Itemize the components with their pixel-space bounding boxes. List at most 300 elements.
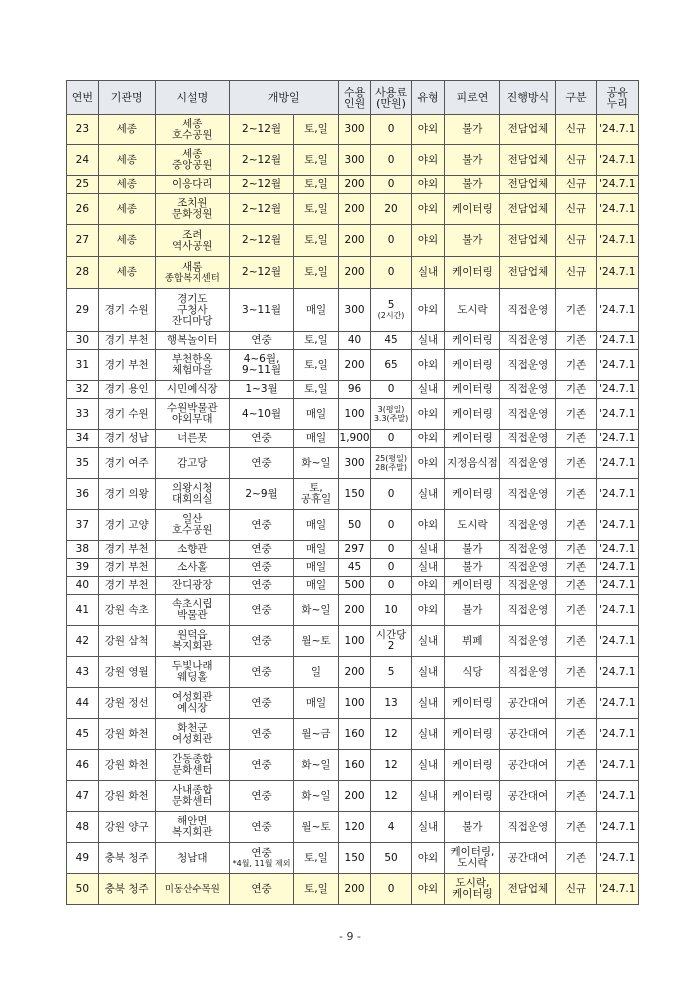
cell-no: 35: [67, 448, 99, 479]
table-row: [67, 257, 639, 289]
table-row: [67, 430, 639, 448]
cell-days: [294, 559, 338, 577]
cell-type: 실내: [411, 750, 445, 781]
cell-line: 종합복지센터: [164, 272, 220, 284]
cell-reception: [445, 541, 500, 559]
cell-share: '24.7.1: [596, 257, 638, 289]
cell-line: 화~일: [301, 789, 331, 802]
cell-method: 직접운영: [500, 289, 556, 332]
cell-facility: [155, 577, 229, 595]
cell-method: 전담업체: [500, 194, 556, 225]
cell-line: 부천한옥: [171, 353, 213, 365]
cell-fee: [371, 874, 411, 905]
cell-line: 문화센터: [171, 764, 213, 776]
cell-line: 개방일: [267, 91, 300, 104]
cell-line: 시간당: [375, 629, 407, 641]
cell-line: 13: [384, 696, 398, 709]
cell-line: 연중: [251, 789, 272, 802]
cell-line: 일산: [182, 513, 203, 525]
cell-org: 경기 수원: [98, 289, 155, 332]
cell-fee: [371, 595, 411, 626]
cell-days: [294, 510, 338, 541]
cell-category: 기존: [556, 289, 596, 332]
cell-no: 23: [67, 115, 99, 145]
cell-line: 토,일: [304, 234, 328, 246]
cell-line: 0: [387, 882, 395, 895]
cell-line: 케이터링: [452, 696, 493, 709]
cell-days: [294, 145, 338, 176]
cell-facility: [155, 350, 229, 381]
cell-period: [229, 595, 293, 626]
cell-line: 토,일: [304, 123, 328, 135]
cell-fee: [371, 257, 411, 289]
cell-line: 0: [387, 543, 395, 555]
cell-line: 연중: [251, 665, 272, 678]
cell-category: 기존: [556, 430, 596, 448]
cell-share: '24.7.1: [596, 115, 638, 145]
cell-share: '24.7.1: [596, 812, 638, 843]
cell-no: 46: [67, 750, 99, 781]
cell-days: [294, 541, 338, 559]
cell-facility: [155, 559, 229, 577]
cell-facility: [155, 750, 229, 781]
cell-type: 야외: [411, 430, 445, 448]
cell-line: 0: [387, 383, 395, 395]
cell-no: 29: [67, 289, 99, 332]
cell-org: 경기 부천: [98, 350, 155, 381]
cell-line: 월~토: [301, 820, 331, 833]
cell-capacity: 300: [338, 115, 371, 145]
cell-reception: [445, 289, 500, 332]
cell-method: 전담업체: [500, 225, 556, 257]
cell-line: 중앙공원: [171, 159, 213, 171]
cell-line: 여성회관: [171, 691, 213, 703]
cell-period: [229, 781, 293, 812]
cell-org: 경기 여주: [98, 448, 155, 479]
cell-fee: [371, 225, 411, 257]
cell-share: '24.7.1: [596, 874, 638, 905]
cell-line: 매일: [305, 407, 327, 420]
cell-period: [229, 194, 293, 225]
cell-line: 새롬: [182, 260, 203, 273]
cell-line: 연중: [251, 882, 272, 895]
cell-line: 0: [387, 153, 395, 166]
table-row: [67, 381, 639, 399]
cell-line: 0: [387, 266, 395, 278]
cell-line: 5: [387, 299, 395, 311]
cell-facility: [155, 510, 229, 541]
cell-type: 실내: [411, 332, 445, 350]
cell-line: 사용료: [375, 85, 407, 99]
cell-line: 케이터링: [452, 407, 493, 420]
cell-line: 잔디광장: [171, 579, 213, 591]
cell-line: 역사공원: [171, 239, 213, 252]
cell-reception: [445, 257, 500, 289]
cell-line: 복지회관: [171, 826, 213, 838]
cell-no: 40: [67, 577, 99, 595]
cell-type: 야외: [411, 448, 445, 479]
cell-line: 연번: [71, 91, 93, 104]
cell-category: 기존: [556, 332, 596, 350]
cell-method: 직접운영: [500, 381, 556, 399]
cell-reception: [445, 874, 500, 905]
cell-no: 43: [67, 657, 99, 688]
cell-line: 28(주말): [375, 463, 407, 472]
cell-method: 전담업체: [500, 176, 556, 194]
cell-line: 4~6월,: [243, 353, 280, 365]
cell-line: 케이터링: [452, 266, 493, 278]
cell-line: 케이터링: [452, 358, 493, 371]
cell-line: 4: [387, 820, 395, 833]
cell-no: 39: [67, 559, 99, 577]
cell-line: 불가: [462, 603, 483, 616]
cell-no: 45: [67, 719, 99, 750]
cell-facility: [155, 874, 229, 905]
cell-fee: [371, 332, 411, 350]
table-row: [67, 812, 639, 843]
cell-facility: [155, 595, 229, 626]
cell-line: 매일: [305, 432, 327, 444]
cell-line: 도시락: [457, 857, 488, 869]
cell-share: '24.7.1: [596, 399, 638, 430]
cell-days: [294, 843, 338, 874]
cell-org: 경기 의왕: [98, 479, 155, 510]
cell-period: [229, 381, 293, 399]
cell-share: '24.7.1: [596, 194, 638, 225]
cell-line: 소향관: [177, 543, 208, 555]
cell-category: 기존: [556, 577, 596, 595]
cell-line: *4월, 11월 제외: [232, 859, 291, 868]
cell-days: [294, 750, 338, 781]
cell-share: '24.7.1: [596, 595, 638, 626]
cell-share: '24.7.1: [596, 448, 638, 479]
cell-no: 32: [67, 381, 99, 399]
cell-line: 0: [387, 432, 395, 444]
cell-reception: [445, 750, 500, 781]
cell-line: 화천군: [177, 722, 208, 734]
cell-share: '24.7.1: [596, 719, 638, 750]
cell-days: [294, 577, 338, 595]
cell-line: 케이터링: [452, 888, 493, 900]
cell-reception: [445, 225, 500, 257]
cell-type: 실내: [411, 657, 445, 688]
cell-method: 전담업체: [500, 874, 556, 905]
cell-no: 38: [67, 541, 99, 559]
cell-facility: [155, 657, 229, 688]
cell-category: 신규: [556, 115, 596, 145]
cell-reception: [445, 115, 500, 145]
cell-days: [294, 332, 338, 350]
cell-category: 기존: [556, 510, 596, 541]
cell-line: 0: [387, 178, 395, 190]
cell-no: 33: [67, 399, 99, 430]
cell-share: '24.7.1: [596, 559, 638, 577]
cell-line: 0: [387, 518, 395, 531]
table-row: [67, 688, 639, 719]
cell-capacity: 160: [338, 750, 371, 781]
cell-line: 문화정원: [171, 208, 213, 220]
cell-facility: [155, 843, 229, 874]
cell-type: 실내: [411, 812, 445, 843]
cell-method: 직접운영: [500, 559, 556, 577]
header-fee: [371, 81, 411, 115]
cell-line: 매일: [305, 579, 327, 591]
cell-line: 세종: [182, 148, 203, 160]
cell-days: [294, 399, 338, 430]
header-org: [98, 81, 155, 115]
cell-capacity: 100: [338, 688, 371, 719]
cell-org: 강원 삼척: [98, 626, 155, 657]
cell-line: 누리: [606, 96, 628, 110]
cell-line: 3(평일): [377, 405, 405, 414]
cell-line: 연중: [251, 603, 272, 616]
cell-line: 문화센터: [171, 795, 213, 807]
cell-no: 42: [67, 626, 99, 657]
cell-capacity: 40: [338, 332, 371, 350]
cell-line: 케이터링: [452, 579, 493, 591]
cell-org: 세종: [98, 145, 155, 176]
cell-line: 1~3월: [245, 383, 278, 395]
cell-org: 경기 부천: [98, 541, 155, 559]
cell-line: 월~금: [301, 727, 331, 740]
cell-org: 세종: [98, 194, 155, 225]
cell-days: [294, 350, 338, 381]
cell-org: 강원 양구: [98, 812, 155, 843]
cell-type: 야외: [411, 399, 445, 430]
cell-line: 케이터링: [452, 383, 493, 395]
table-row: [67, 115, 639, 145]
cell-line: 불가: [462, 820, 483, 833]
cell-line: 청남대: [177, 851, 208, 864]
cell-org: 세종: [98, 225, 155, 257]
cell-period: [229, 399, 293, 430]
cell-days: [294, 194, 338, 225]
cell-category: 기존: [556, 559, 596, 577]
cell-fee: [371, 194, 411, 225]
cell-period: [229, 350, 293, 381]
cell-facility: [155, 289, 229, 332]
cell-period: [229, 448, 293, 479]
cell-capacity: 100: [338, 399, 371, 430]
cell-type: 야외: [411, 577, 445, 595]
cell-line: 0: [387, 487, 395, 500]
cell-period: [229, 874, 293, 905]
cell-line: 조려: [182, 228, 203, 241]
cell-share: '24.7.1: [596, 750, 638, 781]
cell-line: 12: [384, 789, 398, 802]
cell-line: 3.3(주말): [373, 414, 409, 423]
cell-line: 이응다리: [171, 178, 213, 190]
cell-method: 직접운영: [500, 577, 556, 595]
cell-share: '24.7.1: [596, 225, 638, 257]
cell-org: 경기 부천: [98, 577, 155, 595]
cell-facility: [155, 381, 229, 399]
cell-fee: [371, 812, 411, 843]
cell-share: '24.7.1: [596, 657, 638, 688]
cell-type: 야외: [411, 176, 445, 194]
cell-line: 미동산수목원: [164, 883, 220, 895]
cell-no: 27: [67, 225, 99, 257]
cell-share: '24.7.1: [596, 626, 638, 657]
cell-type: 야외: [411, 289, 445, 332]
cell-line: 야외무대: [171, 413, 213, 425]
cell-no: 44: [67, 688, 99, 719]
cell-line: 케이터링,: [450, 846, 495, 858]
cell-org: 강원 화천: [98, 781, 155, 812]
cell-org: 강원 화천: [98, 750, 155, 781]
cell-capacity: 150: [338, 843, 371, 874]
cell-method: 직접운영: [500, 595, 556, 626]
cell-fee: [371, 559, 411, 577]
cell-line: 소사홀: [177, 561, 208, 573]
table-row: [67, 479, 639, 510]
table-row: [67, 448, 639, 479]
cell-org: 세종: [98, 176, 155, 194]
cell-line: 0: [387, 234, 395, 246]
cell-line: 토,일: [304, 882, 328, 895]
cell-line: 사내종합: [171, 784, 213, 796]
cell-period: [229, 289, 293, 332]
cell-fee: [371, 115, 411, 145]
cell-capacity: 50: [338, 510, 371, 541]
cell-category: 기존: [556, 595, 596, 626]
cell-facility: [155, 626, 229, 657]
facility-table: [66, 80, 639, 905]
cell-line: 간동종합: [171, 753, 213, 765]
cell-line: 2~12월: [242, 234, 282, 246]
cell-method: 직접운영: [500, 479, 556, 510]
table-row: [67, 750, 639, 781]
table-row: [67, 145, 639, 176]
cell-facility: [155, 430, 229, 448]
cell-fee: [371, 145, 411, 176]
cell-line: 50: [384, 851, 398, 864]
cell-org: 충북 청주: [98, 874, 155, 905]
cell-line: 뷔페: [462, 634, 483, 647]
cell-capacity: 200: [338, 225, 371, 257]
cell-facility: [155, 399, 229, 430]
cell-category: 기존: [556, 381, 596, 399]
cell-share: '24.7.1: [596, 289, 638, 332]
cell-line: 도시락: [457, 303, 488, 316]
header-reception: [445, 81, 500, 115]
cell-days: [294, 812, 338, 843]
cell-line: 20: [384, 202, 398, 215]
cell-line: 유형: [417, 91, 439, 104]
cell-line: 토,일: [304, 266, 328, 278]
cell-reception: [445, 595, 500, 626]
cell-line: 두빛나래: [171, 660, 213, 672]
cell-reception: [445, 843, 500, 874]
cell-reception: [445, 626, 500, 657]
table-row: [67, 781, 639, 812]
cell-line: 공휴일: [300, 493, 332, 505]
header-facility: [155, 81, 229, 115]
table-row: [67, 657, 639, 688]
cell-period: [229, 176, 293, 194]
cell-line: 화~일: [301, 456, 331, 469]
cell-line: 진행방식: [506, 91, 550, 104]
cell-capacity: 200: [338, 874, 371, 905]
cell-org: 강원 정선: [98, 688, 155, 719]
cell-share: '24.7.1: [596, 176, 638, 194]
cell-reception: [445, 510, 500, 541]
table-header: [67, 81, 639, 115]
cell-days: [294, 289, 338, 332]
cell-line: 매일: [305, 518, 327, 531]
cell-line: 웨딩홀: [177, 671, 208, 683]
cell-line: 경기도: [177, 292, 208, 305]
cell-reception: [445, 688, 500, 719]
cell-line: 불가: [462, 123, 483, 135]
cell-method: 전담업체: [500, 257, 556, 289]
cell-share: '24.7.1: [596, 781, 638, 812]
cell-days: [294, 688, 338, 719]
cell-fee: [371, 626, 411, 657]
cell-line: 0: [387, 123, 395, 135]
header-period: [229, 81, 338, 115]
cell-period: [229, 626, 293, 657]
cell-reception: [445, 332, 500, 350]
cell-type: 야외: [411, 115, 445, 145]
cell-line: 0: [387, 561, 395, 573]
cell-org: 경기 성남: [98, 430, 155, 448]
cell-line: 연중: [251, 758, 272, 771]
cell-line: 연중: [251, 432, 272, 444]
cell-line: 9~11월: [242, 364, 282, 376]
cell-fee: [371, 350, 411, 381]
cell-no: 26: [67, 194, 99, 225]
cell-line: 의왕시청: [171, 482, 213, 494]
cell-line: (2시간): [377, 311, 405, 320]
cell-facility: [155, 719, 229, 750]
cell-line: 연중: [251, 727, 272, 740]
cell-line: 케이터링: [452, 202, 493, 215]
cell-category: 기존: [556, 750, 596, 781]
cell-line: 25(평일): [375, 454, 407, 463]
cell-share: '24.7.1: [596, 381, 638, 399]
cell-line: 공유: [606, 85, 628, 99]
cell-line: 매일: [305, 561, 327, 573]
cell-method: 직접운영: [500, 332, 556, 350]
cell-days: [294, 657, 338, 688]
cell-line: 45: [384, 334, 398, 346]
cell-share: '24.7.1: [596, 688, 638, 719]
cell-org: 강원 영월: [98, 657, 155, 688]
cell-line: 너른못: [177, 432, 208, 444]
cell-category: 신규: [556, 225, 596, 257]
cell-line: 기관명: [110, 91, 143, 104]
cell-category: 기존: [556, 479, 596, 510]
table-row: [67, 176, 639, 194]
cell-method: 공간대여: [500, 781, 556, 812]
cell-facility: [155, 781, 229, 812]
cell-period: [229, 559, 293, 577]
cell-capacity: 100: [338, 626, 371, 657]
cell-facility: [155, 448, 229, 479]
cell-org: 충북 청주: [98, 843, 155, 874]
cell-no: 48: [67, 812, 99, 843]
cell-no: 30: [67, 332, 99, 350]
cell-type: 야외: [411, 145, 445, 176]
cell-capacity: 200: [338, 781, 371, 812]
cell-line: 예식장: [177, 702, 208, 714]
cell-capacity: 300: [338, 145, 371, 176]
table-row: [67, 559, 639, 577]
cell-period: [229, 115, 293, 145]
cell-line: 토,일: [304, 178, 328, 190]
cell-line: 피로연: [456, 91, 489, 104]
